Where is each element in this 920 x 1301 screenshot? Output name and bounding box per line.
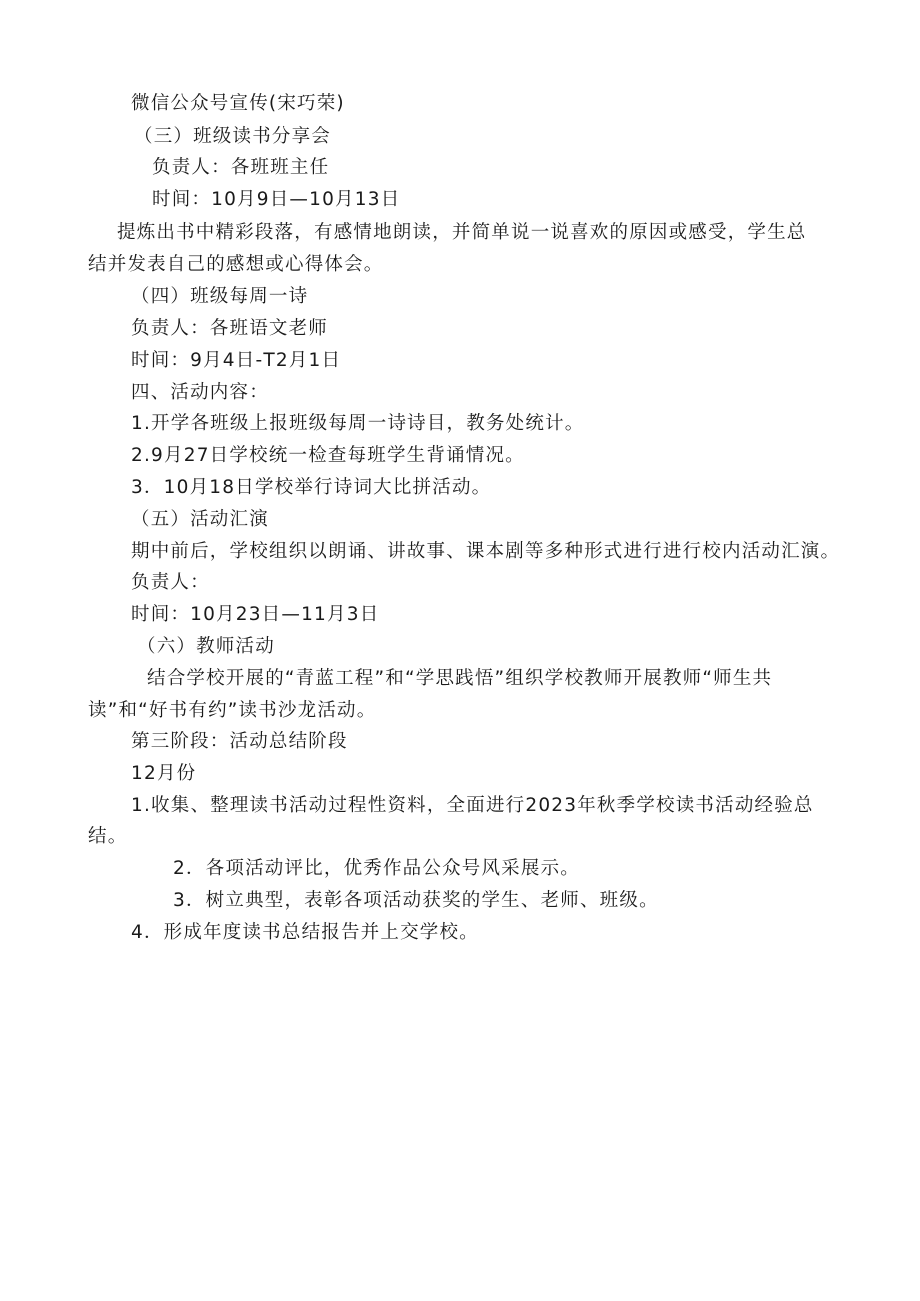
text-line: 12月份: [131, 763, 197, 784]
section-heading: （三）班级读书分享会: [134, 126, 332, 147]
section-heading: （五）活动汇演: [131, 509, 269, 530]
text-line: 结并发表自己的感想或心得体会。: [88, 254, 384, 275]
text-line: 微信公众号宣传(宋巧荣): [131, 93, 345, 114]
list-item: 4．形成年度读书总结报告并上交学校。: [131, 922, 479, 943]
section-heading: 四、活动内容：: [131, 382, 269, 403]
section-heading: 第三阶段：活动总结阶段: [131, 731, 348, 752]
list-item: 2.9月27日学校统一检查每班学生背诵情况。: [131, 445, 525, 466]
text-line: 期中前后，学校组织以朗诵、讲故事、课本剧等多种形式进行进行校内活动汇演。: [131, 541, 841, 562]
list-item: 2．各项活动评比，优秀作品公众号风采展示。: [173, 858, 580, 879]
list-item: 1.开学各班级上报班级每周一诗诗目，教务处统计。: [131, 413, 585, 434]
text-line: 负责人：: [131, 572, 210, 593]
list-item: 1.收集、整理读书活动过程性资料，全面进行2023年秋季学校读书活动经验总: [131, 795, 814, 816]
text-line: 结合学校开展的“青蓝工程”和“学思践悟”组织学校教师开展教师“师生共: [147, 668, 773, 689]
text-line: 结。: [88, 826, 128, 847]
text-line: 负责人：各班班主任: [152, 157, 330, 178]
text-line: 时间：9月4日-T2月1日: [131, 350, 342, 371]
text-line: 时间：10月23日—11月3日: [131, 604, 380, 625]
text-line: 时间：10月9日—10月13日: [152, 189, 401, 210]
section-heading: （六）教师活动: [137, 636, 275, 657]
list-item: 3．树立典型，表彰各项活动获奖的学生、老师、班级。: [173, 890, 659, 911]
text-line: 读”和“好书有约”读书沙龙活动。: [88, 700, 377, 721]
text-line: 提炼出书中精彩段落，有感情地朗读，并简单说一说喜欢的原因或感受，学生总: [117, 222, 807, 243]
text-line: 负责人：各班语文老师: [131, 318, 329, 339]
section-heading: （四）班级每周一诗: [131, 286, 309, 307]
list-item: 3．10月18日学校举行诗词大比拼活动。: [131, 477, 492, 498]
